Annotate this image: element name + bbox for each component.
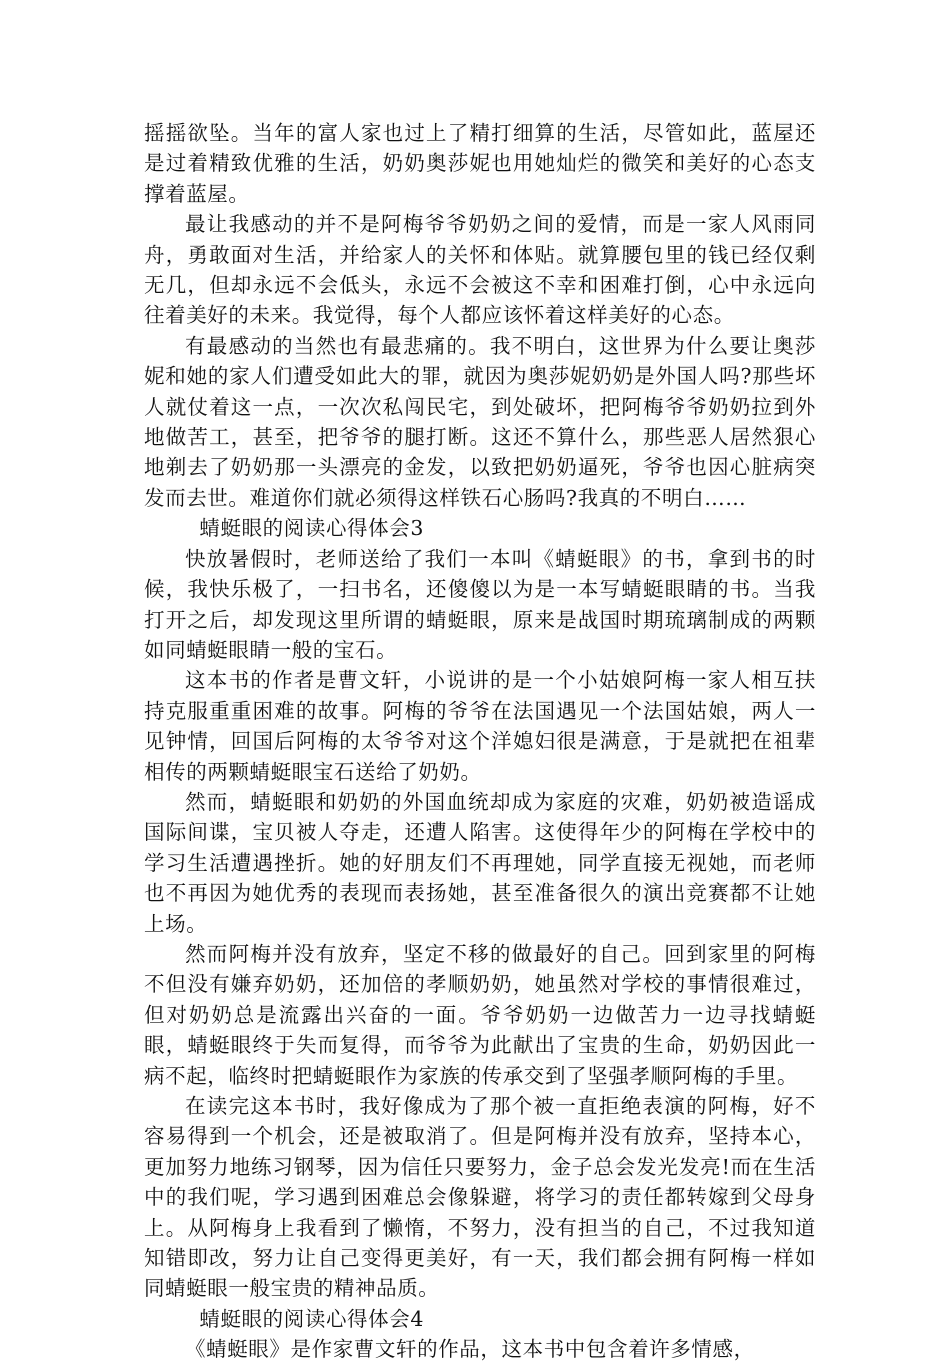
section-heading: 蜻蜓眼的阅读心得体会3 xyxy=(199,516,424,541)
paragraph: 然而，蜻蜓眼和奶奶的外国血统却成为家庭的灾难，奶奶被造谣成国际间谍，宝贝被人夺走，还遭人陷害。这使得年少的阿梅在学校中的学习生活遭遇挫折。她的好朋友们不再理她，同学直接无视她，而老师也不再因为她优秀的表现而表扬她，甚至准备很久的演出竞赛都不让她上场。 xyxy=(144,789,816,936)
paragraph-continuation: 摇摇欲坠。当年的富人家也过上了精打细算的生活，尽管如此，蓝屋还是过着精致优雅的生活，奶奶奥莎妮也用她灿烂的微笑和美好的心态支撑着蓝屋。 xyxy=(144,121,816,206)
document-body xyxy=(144,118,816,1365)
paragraph: 然而阿梅并没有放弃，坚定不移的做最好的自己。回到家里的阿梅不但没有嫌弃奶奶，还加倍的孝顺奶奶，她虽然对学校的事情很难过，但对奶奶总是流露出兴奋的一面。爷爷奶奶一边做苦力一边寻找蜻蜓眼，蜻蜓眼终于失而复得，而爷爷为此献出了宝贵的生命，奶奶因此一病不起，临终时把蜻蜓眼作为家族的传承交到了坚强孝顺阿梅的手里。 xyxy=(144,941,816,1088)
paragraph: 快放暑假时，老师送给了我们一本叫《蜻蜓眼》的书，拿到书的时候，我快乐极了，一扫书名，还傻傻以为是一本写蜻蜓眼睛的书。当我打开之后，却发现这里所谓的蜻蜓眼，原来是战国时期琉璃制成的两颗如同蜻蜓眼睛一般的宝石。 xyxy=(144,546,816,662)
paragraph: 在读完这本书时，我好像成为了那个被一直拒绝表演的阿梅，好不容易得到一个机会，还是被取消了。但是阿梅并没有放弃，坚持本心，更加努力地练习钢琴，因为信任只要努力，金子总会发光发亮!而在生活中的我们呢，学习遇到困难总会像躲避，将学习的责任都转嫁到父母身上。从阿梅身上我看到了懒惰，不努力，没有担当的自己，不过我知道知错即改，努力让自己变得更美好，有一天，我们都会拥有阿梅一样如同蜻蜓眼一般宝贵的精神品质。 xyxy=(144,1094,816,1301)
paragraph: 《蜻蜓眼》是作家曹文轩的作品，这本书中包含着许多情感， xyxy=(185,1337,755,1362)
paragraph: 有最感动的当然也有最悲痛的。我不明白，这世界为什么要让奥莎妮和她的家人们遭受如此大的罪，就因为奥莎妮奶奶是外国人吗?那些坏人就仗着这一点，一次次私闯民宅，到处破坏，把阿梅爷爷奶奶拉到外地做苦工，甚至，把爷爷的腿打断。这还不算什么，那些恶人居然狠心地剃去了奶奶那一头漂亮的金发，以致把奶奶逼死，爷爷也因心脏病突发而去世。难道你们就必须得这样铁石心肠吗?我真的不明白…… xyxy=(144,333,816,510)
paragraph: 这本书的作者是曹文轩，小说讲的是一个小姑娘阿梅一家人相互扶持克服重重困难的故事。阿梅的爷爷在法国遇见一个法国姑娘，两人一见钟情，回国后阿梅的太爷爷对这个洋媳妇很是满意，于是就把在祖辈相传的两颗蜻蜓眼宝石送给了奶奶。 xyxy=(144,668,816,784)
section-heading: 蜻蜓眼的阅读心得体会4 xyxy=(199,1306,424,1331)
paragraph: 最让我感动的并不是阿梅爷爷奶奶之间的爱情，而是一家人风雨同舟，勇敢面对生活，并给家人的关怀和体贴。就算腰包里的钱已经仅剩无几，但却永远不会低头，永远不会被这不幸和困难打倒，心中永远向往着美好的未来。我觉得，每个人都应该怀着这样美好的心态。 xyxy=(144,212,816,328)
